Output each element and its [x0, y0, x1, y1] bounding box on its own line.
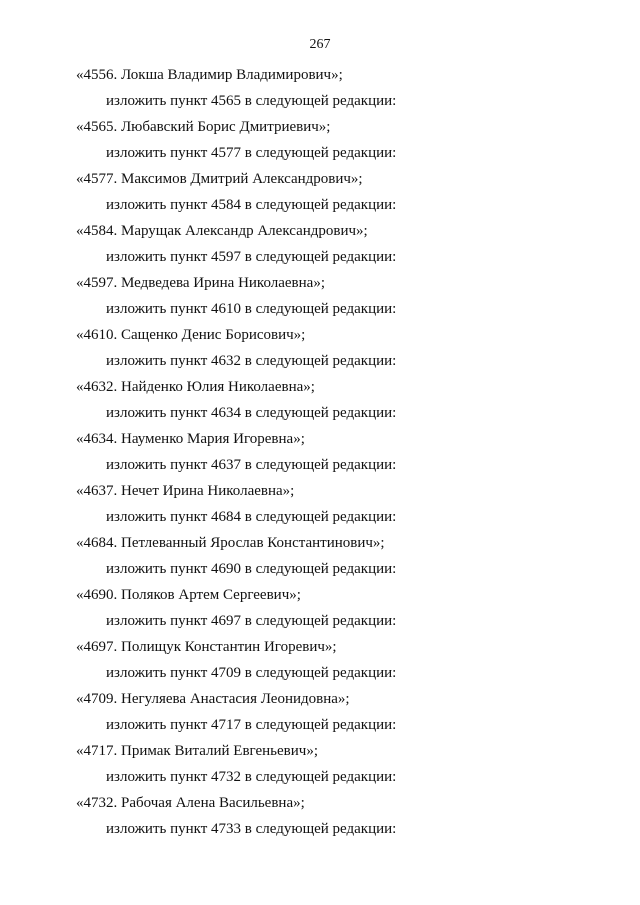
instruction-line: изложить пункт 4637 в следующей редакции: — [106, 457, 397, 473]
instruction-line: изложить пункт 4597 в следующей редакции: — [106, 249, 397, 265]
entry-line: «4637. Нечет Ирина Николаевна»; — [76, 483, 295, 499]
document-body — [0, 62, 640, 842]
instruction-line: изложить пункт 4732 в следующей редакции: — [106, 769, 397, 785]
entry-line: «4584. Марущак Александр Александрович»; — [76, 223, 368, 239]
entry-line: «4709. Негуляева Анастасия Леонидовна»; — [76, 691, 350, 707]
entry-line: «4717. Примак Виталий Евгеньевич»; — [76, 743, 318, 759]
entry-line: «4565. Любавский Борис Дмитриевич»; — [76, 119, 331, 135]
instruction-line: изложить пункт 4717 в следующей редакции: — [106, 717, 397, 733]
entry-line: «4610. Сащенко Денис Борисович»; — [76, 327, 306, 343]
instruction-line: изложить пункт 4684 в следующей редакции: — [106, 509, 397, 525]
entry-line: «4632. Найденко Юлия Николаевна»; — [76, 379, 315, 395]
instruction-line: изложить пункт 4584 в следующей редакции: — [106, 197, 397, 213]
entry-line: «4597. Медведева Ирина Николаевна»; — [76, 275, 325, 291]
entry-line: «4577. Максимов Дмитрий Александрович»; — [76, 171, 363, 187]
instruction-line: изложить пункт 4577 в следующей редакции: — [106, 145, 397, 161]
entry-line: «4732. Рабочая Алена Васильевна»; — [76, 795, 305, 811]
instruction-line: изложить пункт 4610 в следующей редакции: — [106, 301, 397, 317]
page-number: 267 — [309, 37, 331, 52]
entry-line: «4690. Поляков Артем Сергеевич»; — [76, 587, 301, 603]
instruction-line: изложить пункт 4690 в следующей редакции: — [106, 561, 397, 577]
instruction-line: изложить пункт 4634 в следующей редакции: — [106, 405, 397, 421]
instruction-line: изложить пункт 4697 в следующей редакции: — [106, 613, 397, 629]
instruction-line: изложить пункт 4632 в следующей редакции: — [106, 353, 397, 369]
instruction-line: изложить пункт 4733 в следующей редакции: — [106, 821, 397, 837]
entry-line: «4634. Науменко Мария Игоревна»; — [76, 431, 305, 447]
entry-line: «4684. Петлеванный Ярослав Константинович»; — [76, 535, 385, 551]
entry-line: «4697. Полищук Константин Игоревич»; — [76, 639, 337, 655]
entry-line: «4556. Локша Владимир Владимирович»; — [76, 67, 343, 83]
instruction-line: изложить пункт 4709 в следующей редакции: — [106, 665, 397, 681]
instruction-line: изложить пункт 4565 в следующей редакции: — [106, 93, 397, 109]
